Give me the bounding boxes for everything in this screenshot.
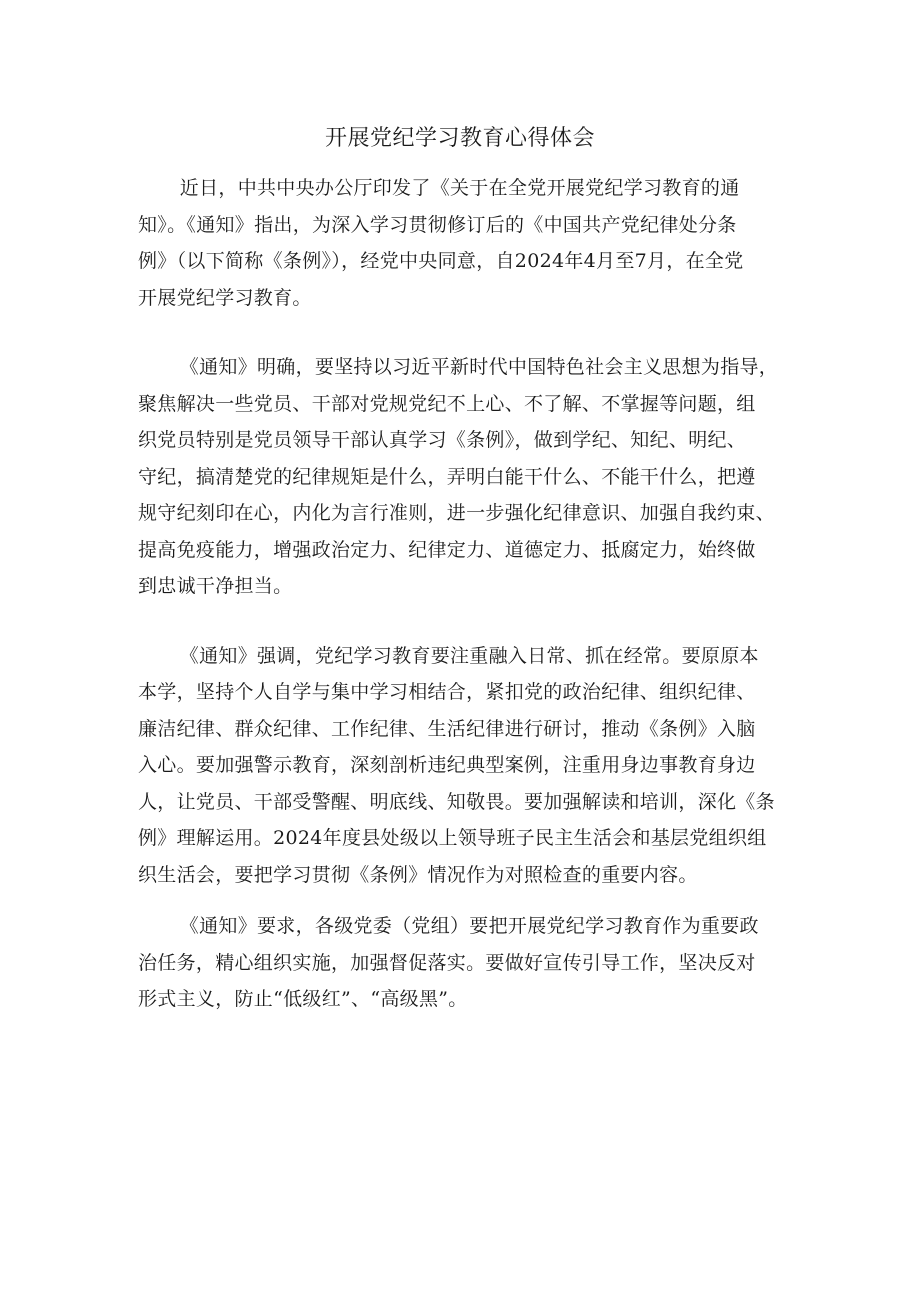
paragraph-line: 本学，坚持个人自学与集中学习相结合，紧扣党的政治纪律、组织纪律、 <box>138 681 756 703</box>
paragraph-line: 近日，中共中央办公厅印发了《关于在全党开展党纪学习教育的通 <box>179 177 740 199</box>
paragraph-spacer <box>138 893 798 908</box>
paragraph-line: 例》（以下简称《条例》），经党中央同意，自2024年4月至7月，在全党 <box>138 250 744 272</box>
paragraph-line: 开展党纪学习教育。 <box>138 286 312 309</box>
paragraph-line: 廉洁纪律、群众纪律、工作纪律、生活纪律进行研讨，推动《条例》入脑 <box>138 717 756 740</box>
paragraph-line: 织党员特别是党员领导干部认真学习《条例》，做到学纪、知纪、明纪、 <box>138 429 747 451</box>
paragraph-line: 守纪，搞清楚党的纪律规矩是什么，弄明白能干什么、不能干什么，把遵 <box>138 465 756 488</box>
paragraph-line: 到忠诚干净担当。 <box>138 575 293 597</box>
paragraph-4 <box>138 908 798 1018</box>
paragraph-1 <box>138 170 798 316</box>
paragraph-line: 《通知》要求，各级党委（党组）要把开展党纪学习教育作为重要政 <box>179 915 759 937</box>
paragraph-line: 形式主义，防止“低级红”、“高级黑”。 <box>138 988 468 1010</box>
paragraph-spacer <box>138 316 798 349</box>
paragraph-line: 《通知》强调，党纪学习教育要注重融入日常、抓在经常。要原原本 <box>179 644 759 667</box>
paragraph-line: 规守纪刻印在心，内化为言行准则，进一步强化纪律意识、加强自我约束、 <box>138 502 775 524</box>
paragraph-line: 聚焦解决一些党员、干部对党规党纪不上心、不了解、不掌握等问题，组 <box>138 392 756 415</box>
document-title: 开展党纪学习教育心得体会 <box>324 126 595 151</box>
paragraph-line: 知》。《通知》指出，为深入学习贯彻修订后的《中国共产党纪律处分条 <box>138 213 737 236</box>
paragraph-line: 提高免疫能力，增强政治定力、纪律定力、道德定力、抵腐定力，始终做 <box>138 538 756 561</box>
paragraph-line: 织生活会，要把学习贯彻《条例》情况作为对照检查的重要内容。 <box>138 863 698 886</box>
paragraph-line: 人，让党员、干部受警醒、明底线、知敬畏。要加强解读和培训，深化《条 <box>138 790 775 813</box>
paragraph-line: 例》理解运用。2024年度县处级以上领导班子民主生活会和基层党组织组 <box>138 827 767 849</box>
paragraph-line: 入心。要加强警示教育，深刻剖析违纪典型案例，注重用身边事教育身边 <box>138 754 756 776</box>
paragraph-line: 治任务，精心组织实施，加强督促落实。要做好宣传引导工作，坚决反对 <box>138 951 756 974</box>
paragraph-2 <box>138 349 798 605</box>
paragraph-line: 《通知》明确，要坚持以习近平新时代中国特色社会主义思想为指导， <box>179 356 779 378</box>
paragraph-3 <box>138 638 798 894</box>
paragraph-spacer <box>138 605 798 638</box>
document-body <box>138 170 798 1018</box>
